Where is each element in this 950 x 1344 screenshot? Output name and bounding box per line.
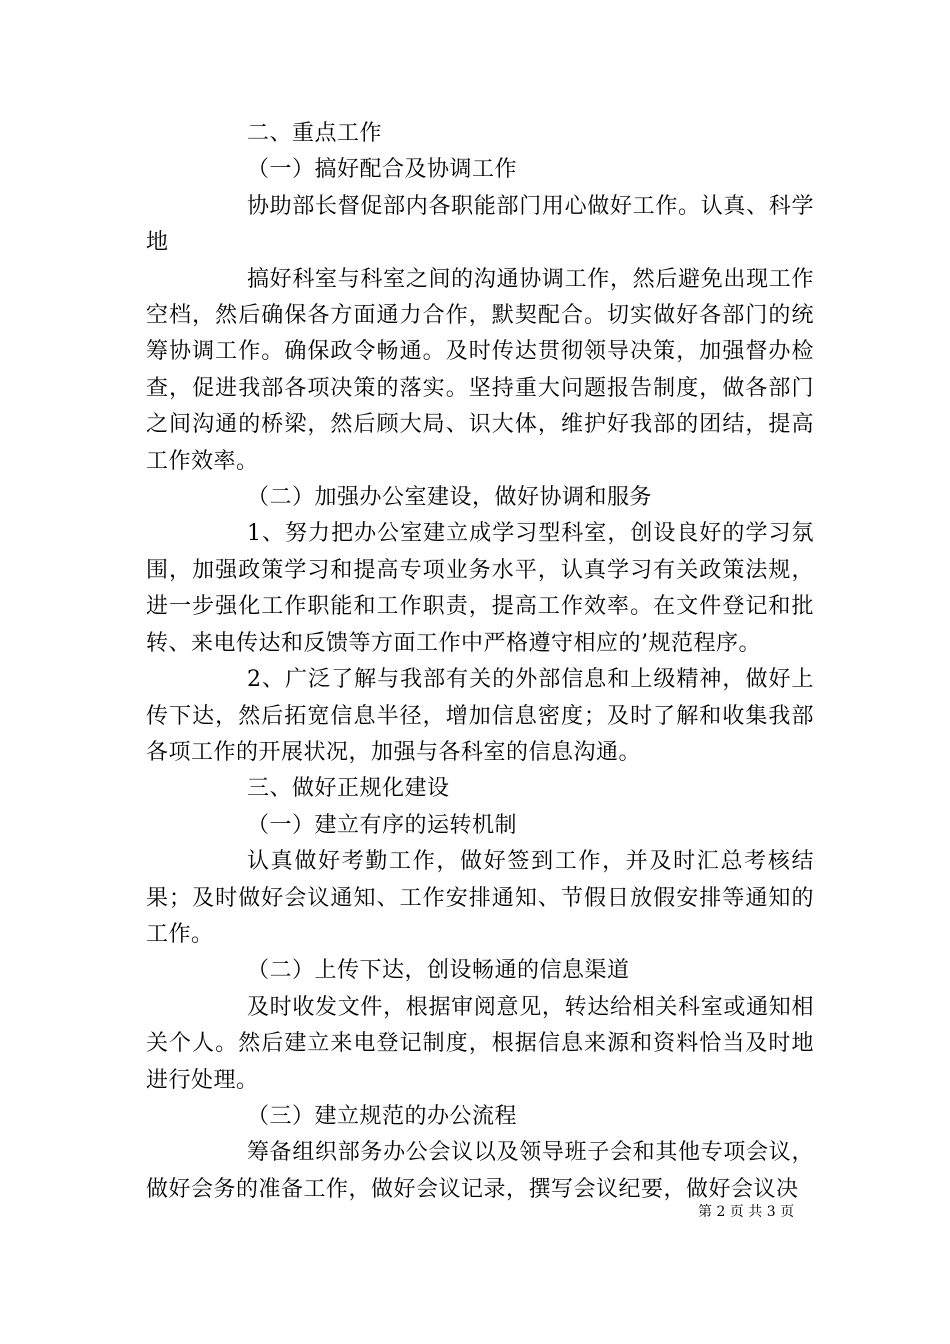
- body-paragraph: 认真做好考勤工作，做好签到工作，并及时汇总考核结果；及时做好会议通知、工作安排通知、节假日放假安排等通知的工作。: [146, 849, 814, 947]
- subsection-heading-2-2: （二）加强办公室建设，做好协调和服务: [247, 485, 653, 511]
- body-paragraph: 1、努力把办公室建立成学习型科室，创设良好的学习氛围，加强政策学习和提高专项业务水平，认真学习有关政策法规，进一步强化工作职能和工作职责，提高工作效率。在文件登记和批转、来电传达和反馈等方面工作中严格遵守相应的’规范程序。: [146, 521, 814, 656]
- section-heading-3: 三、做好正规化建设: [247, 776, 450, 802]
- body-paragraph: 协助部长督促部内各职能部门用心做好工作。认真、科学地: [146, 193, 814, 256]
- subsection-heading-2-1: （一）搞好配合及协调工作: [247, 157, 518, 183]
- section-heading-2: 二、重点工作: [247, 121, 383, 146]
- body-paragraph: 2、广泛了解与我部有关的外部信息和上级精神，做好上传下达，然后拓宽信息半径，增加信息密度；及时了解和收集我部各项工作的开展状况，加强与各科室的信息沟通。: [146, 667, 814, 765]
- subsection-heading-3-2: （二）上传下达，创设畅通的信息渠道: [247, 958, 630, 984]
- subsection-heading-3-1: （一）建立有序的运转机制: [247, 812, 518, 838]
- subsection-heading-3-3: （三）建立规范的办公流程: [247, 1103, 518, 1129]
- page-number-footer: 第 2 页 共 3 页: [698, 1204, 795, 1220]
- body-paragraph: 搞好科室与科室之间的沟通协调工作，然后避免出现工作空档，然后确保各方面通力合作，默契配合。切实做好各部门的统筹协调工作。确保政令畅通。及时传达贯彻领导决策，加强督办检查，促进我部各项决策的落实。坚持重大问题报告制度，做各部门之间沟通的桥梁，然后顾大局、识大体，维护好我部的团结，提高工作效率。: [146, 266, 814, 474]
- body-paragraph: 及时收发文件，根据审阅意见，转达给相关科室或通知相关个人。然后建立来电登记制度，根据信息来源和资料恰当及时地进行处理。: [146, 994, 814, 1093]
- body-paragraph: 筹备组织部务办公会议以及领导班子会和其他专项会议，做好会务的准备工作，做好会议记录，撰写会议纪要，做好会议决: [146, 1140, 814, 1202]
- document-body: [146, 116, 814, 1208]
